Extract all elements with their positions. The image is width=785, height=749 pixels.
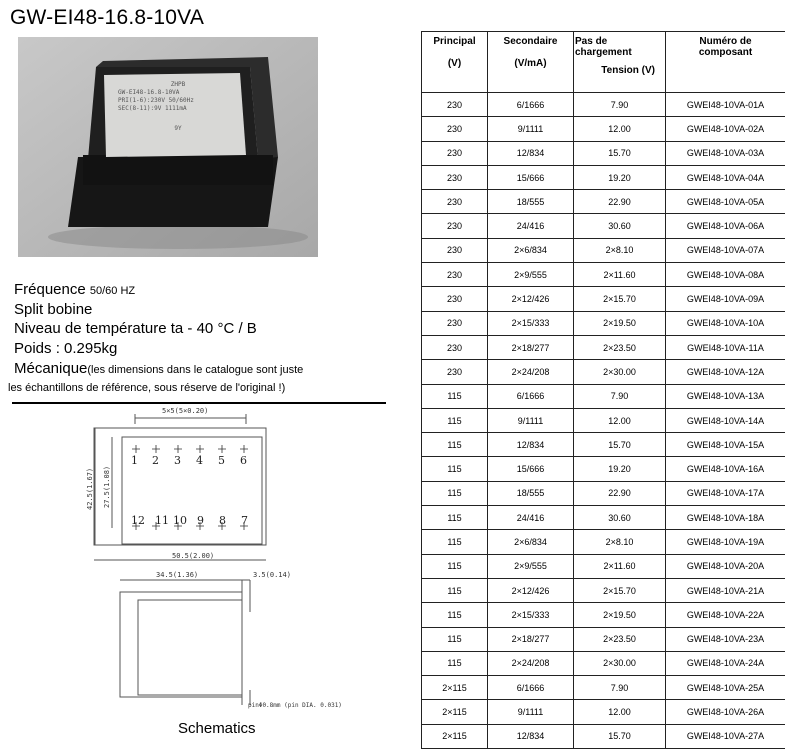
table-row [422, 457, 785, 481]
load-voltage-cell: 2×11.60 [574, 554, 666, 578]
col-no-load-voltage: Pas de chargement Tension (V) [574, 32, 666, 93]
secondary-cell: 2×15/333 [488, 603, 574, 627]
col-secondary: Secondaire (V/mA) [488, 32, 574, 93]
part-number-cell: GWEI48-10VA-27A [666, 724, 785, 748]
part-number-cell: GWEI48-10VA-09A [666, 287, 785, 311]
table-header-row [422, 32, 785, 93]
primary-cell: 230 [422, 93, 488, 117]
secondary-cell: 2×24/208 [488, 651, 574, 675]
table-row [422, 651, 785, 675]
load-voltage-cell: 2×23.50 [574, 627, 666, 651]
secondary-cell: 15/666 [488, 457, 574, 481]
load-voltage-cell: 15.70 [574, 141, 666, 165]
pin-6: 6 [240, 454, 247, 467]
load-voltage-cell: 2×8.10 [574, 530, 666, 554]
pin-2: 2 [152, 454, 159, 467]
dim-pin-pitch: 5×5(5×0.20) [162, 407, 208, 415]
secondary-cell: 2×9/555 [488, 263, 574, 287]
table-row [422, 93, 785, 117]
col-primary: Principal (V) [422, 32, 488, 93]
primary-cell: 115 [422, 457, 488, 481]
primary-cell: 2×115 [422, 700, 488, 724]
table-row [422, 433, 785, 457]
table-row [422, 238, 785, 262]
primary-cell: 115 [422, 578, 488, 602]
part-number-cell: GWEI48-10VA-19A [666, 530, 785, 554]
spec-weight: Poids : 0.295kg [14, 340, 117, 358]
pin-7: 7 [241, 514, 248, 527]
pin-12: 12 [131, 514, 145, 527]
pin-3: 3 [174, 454, 181, 467]
dim-height-inner: 27.5(1.08) [103, 466, 111, 508]
primary-cell: 230 [422, 165, 488, 189]
pin-8: 8 [219, 514, 226, 527]
pin-1: 1 [131, 454, 138, 467]
load-voltage-cell: 2×23.50 [574, 335, 666, 359]
load-voltage-cell: 7.90 [574, 93, 666, 117]
part-number-cell: GWEI48-10VA-01A [666, 93, 785, 117]
table-row [422, 724, 785, 748]
spec-temperature: Niveau de température ta - 40 °C / B [14, 320, 257, 338]
photo-label-brand: ZHPB [118, 81, 238, 89]
load-voltage-cell: 2×11.60 [574, 263, 666, 287]
table-row [422, 603, 785, 627]
secondary-cell: 2×12/426 [488, 287, 574, 311]
primary-cell: 230 [422, 263, 488, 287]
secondary-cell: 2×6/834 [488, 530, 574, 554]
photo-label-model: GW-EI48-16.8-10VA [118, 89, 238, 97]
secondary-cell: 2×18/277 [488, 335, 574, 359]
table-row [422, 190, 785, 214]
primary-cell: 115 [422, 384, 488, 408]
load-voltage-cell: 22.90 [574, 190, 666, 214]
primary-cell: 230 [422, 141, 488, 165]
dim-pin-length: 3.5(0.14) [253, 571, 291, 579]
pin-5: 5 [218, 454, 225, 467]
secondary-cell: 9/1111 [488, 117, 574, 141]
part-number-cell: GWEI48-10VA-25A [666, 676, 785, 700]
load-voltage-cell: 12.00 [574, 117, 666, 141]
secondary-cell: 6/1666 [488, 676, 574, 700]
primary-cell: 2×115 [422, 724, 488, 748]
secondary-cell: 12/834 [488, 433, 574, 457]
load-voltage-cell: 22.90 [574, 481, 666, 505]
part-number-cell: GWEI48-10VA-02A [666, 117, 785, 141]
secondary-cell: 2×24/208 [488, 360, 574, 384]
load-voltage-cell: 19.20 [574, 457, 666, 481]
part-number-cell: GWEI48-10VA-21A [666, 578, 785, 602]
photo-label-pri: PRI(1-6):230V 50/60Hz [118, 97, 238, 105]
schematic-drawing [0, 400, 400, 720]
table-row [422, 481, 785, 505]
spec-mechanics: Mécanique(les dimensions dans le catalogue sont juste [14, 360, 303, 379]
part-number-cell: GWEI48-10VA-11A [666, 335, 785, 359]
dim-depth: 34.5(1.36) [156, 571, 198, 579]
table-row [422, 141, 785, 165]
secondary-cell: 2×6/834 [488, 238, 574, 262]
primary-cell: 115 [422, 481, 488, 505]
table-row [422, 287, 785, 311]
load-voltage-cell: 2×15.70 [574, 287, 666, 311]
part-number-cell: GWEI48-10VA-20A [666, 554, 785, 578]
primary-cell: 115 [422, 627, 488, 651]
table-row [422, 263, 785, 287]
primary-cell: 115 [422, 603, 488, 627]
table-row [422, 311, 785, 335]
part-number-cell: GWEI48-10VA-24A [666, 651, 785, 675]
product-photo [18, 37, 318, 257]
secondary-cell: 12/834 [488, 724, 574, 748]
primary-cell: 115 [422, 530, 488, 554]
secondary-cell: 2×12/426 [488, 578, 574, 602]
col-part-number: Numéro de composant [666, 32, 785, 93]
schematics-label: Schematics [178, 720, 256, 737]
table-row [422, 117, 785, 141]
pin-9: 9 [197, 514, 204, 527]
part-number-cell: GWEI48-10VA-07A [666, 238, 785, 262]
part-number-cell: GWEI48-10VA-18A [666, 506, 785, 530]
parts-table [421, 31, 785, 749]
primary-cell: 230 [422, 214, 488, 238]
secondary-cell: 15/666 [488, 165, 574, 189]
secondary-cell: 24/416 [488, 214, 574, 238]
part-number-cell: GWEI48-10VA-17A [666, 481, 785, 505]
secondary-cell: 2×15/333 [488, 311, 574, 335]
part-number-cell: GWEI48-10VA-08A [666, 263, 785, 287]
part-number-cell: GWEI48-10VA-22A [666, 603, 785, 627]
part-number-cell: GWEI48-10VA-13A [666, 384, 785, 408]
load-voltage-cell: 30.60 [574, 214, 666, 238]
primary-cell: 115 [422, 408, 488, 432]
load-voltage-cell: 15.70 [574, 724, 666, 748]
load-voltage-cell: 30.60 [574, 506, 666, 530]
primary-cell: 115 [422, 554, 488, 578]
load-voltage-cell: 2×30.00 [574, 651, 666, 675]
table-row [422, 335, 785, 359]
table-row [422, 506, 785, 530]
part-number-cell: GWEI48-10VA-06A [666, 214, 785, 238]
table-row [422, 700, 785, 724]
spec-winding: Split bobine [14, 301, 92, 319]
table-row [422, 165, 785, 189]
table-row [422, 530, 785, 554]
secondary-cell: 9/1111 [488, 408, 574, 432]
photo-label-code: 9Y [118, 125, 238, 133]
pin-10: 10 [173, 514, 187, 527]
primary-cell: 230 [422, 335, 488, 359]
spec-mechanics-note: les échantillons de référence, sous réserve de l'original !) [8, 382, 285, 394]
secondary-cell: 12/834 [488, 141, 574, 165]
primary-cell: 115 [422, 506, 488, 530]
table-row [422, 408, 785, 432]
dim-height-outer: 42.5(1.67) [86, 468, 94, 510]
part-number-cell: GWEI48-10VA-05A [666, 190, 785, 214]
secondary-cell: 9/1111 [488, 700, 574, 724]
load-voltage-cell: 12.00 [574, 408, 666, 432]
pin-4: 4 [196, 454, 203, 467]
primary-cell: 230 [422, 311, 488, 335]
primary-cell: 230 [422, 238, 488, 262]
secondary-cell: 2×9/555 [488, 554, 574, 578]
part-number-cell: GWEI48-10VA-04A [666, 165, 785, 189]
load-voltage-cell: 2×19.50 [574, 311, 666, 335]
table-row [422, 578, 785, 602]
primary-cell: 230 [422, 360, 488, 384]
table-row [422, 676, 785, 700]
load-voltage-cell: 2×19.50 [574, 603, 666, 627]
table-row [422, 554, 785, 578]
part-number-cell: GWEI48-10VA-03A [666, 141, 785, 165]
photo-label-sec: SEC(8-11):9V 1111mA [118, 105, 238, 113]
secondary-cell: 24/416 [488, 506, 574, 530]
primary-cell: 2×115 [422, 676, 488, 700]
load-voltage-cell: 19.20 [574, 165, 666, 189]
primary-cell: 115 [422, 651, 488, 675]
primary-cell: 230 [422, 117, 488, 141]
secondary-cell: 2×18/277 [488, 627, 574, 651]
load-voltage-cell: 2×8.10 [574, 238, 666, 262]
part-number-cell: GWEI48-10VA-15A [666, 433, 785, 457]
dim-width: 50.5(2.00) [172, 552, 214, 560]
load-voltage-cell: 7.90 [574, 676, 666, 700]
page-title: GW-EI48-16.8-10VA [10, 6, 204, 30]
table-row [422, 214, 785, 238]
part-number-cell: GWEI48-10VA-26A [666, 700, 785, 724]
part-number-cell: GWEI48-10VA-10A [666, 311, 785, 335]
part-number-cell: GWEI48-10VA-12A [666, 360, 785, 384]
table-row [422, 384, 785, 408]
primary-cell: 230 [422, 190, 488, 214]
secondary-cell: 6/1666 [488, 93, 574, 117]
table-row [422, 360, 785, 384]
spec-frequency: Fréquence 50/60 HZ [14, 281, 135, 300]
load-voltage-cell: 12.00 [574, 700, 666, 724]
part-number-cell: GWEI48-10VA-23A [666, 627, 785, 651]
pin-11: 11 [155, 514, 169, 527]
load-voltage-cell: 2×15.70 [574, 578, 666, 602]
load-voltage-cell: 15.70 [574, 433, 666, 457]
part-number-cell: GWEI48-10VA-16A [666, 457, 785, 481]
secondary-cell: 18/555 [488, 190, 574, 214]
primary-cell: 115 [422, 433, 488, 457]
secondary-cell: 18/555 [488, 481, 574, 505]
load-voltage-cell: 2×30.00 [574, 360, 666, 384]
dim-pin-diameter: pinΦ0.8mm (pin DIA. 0.031) [248, 702, 342, 709]
load-voltage-cell: 7.90 [574, 384, 666, 408]
secondary-cell: 6/1666 [488, 384, 574, 408]
table-row [422, 627, 785, 651]
part-number-cell: GWEI48-10VA-14A [666, 408, 785, 432]
primary-cell: 230 [422, 287, 488, 311]
